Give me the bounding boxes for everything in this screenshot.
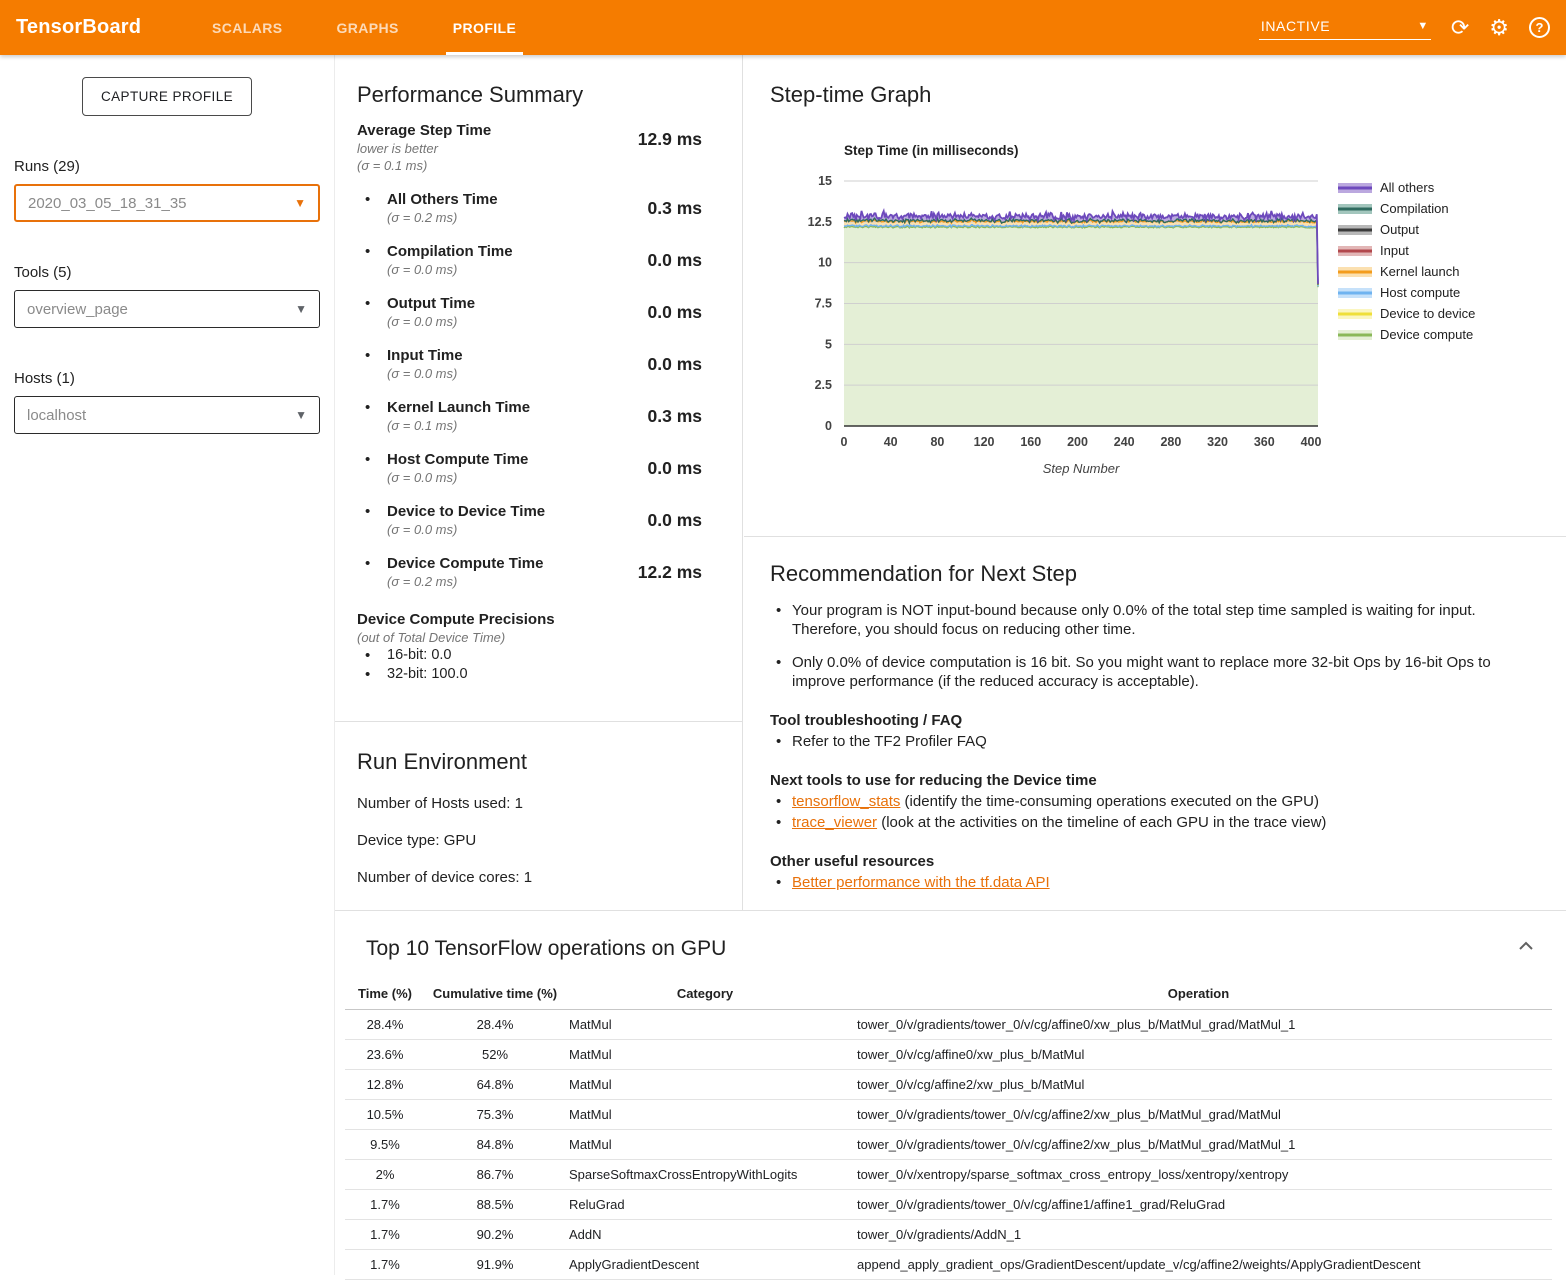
- tools-select[interactable]: [14, 290, 320, 328]
- op-category-cell: ReluGrad: [565, 1190, 845, 1220]
- recommendation-bullet: [770, 653, 1526, 691]
- tab-scalars[interactable]: SCALARS: [185, 0, 309, 55]
- recommendation-text: Your program is NOT input-bound because only 0.0% of the total step time sampled is waiting for input. Therefore, you should focus on reducing other time.: [792, 601, 1526, 639]
- svg-text:12.5: 12.5: [808, 215, 832, 229]
- step-time-graph-title: Step-time Graph: [770, 55, 1566, 108]
- help-icon[interactable]: ?: [1529, 17, 1550, 38]
- metric-row: [357, 554, 702, 590]
- recommendation-link[interactable]: Better performance with the tf.data API: [792, 874, 1050, 891]
- svg-text:280: 280: [1160, 435, 1181, 449]
- svg-text:15: 15: [818, 174, 832, 188]
- tools-select-value: overview_page: [27, 301, 128, 318]
- metric-value: 0.0 ms: [648, 250, 702, 278]
- nav-tabs: [185, 0, 543, 55]
- chevron-up-icon: [1518, 941, 1534, 951]
- col-header-operation: Operation: [845, 979, 1552, 1010]
- metric-label: All Others Time: [387, 190, 498, 209]
- metric-value: 0.3 ms: [648, 406, 702, 434]
- precision-value: 32-bit: 100.0: [387, 665, 468, 684]
- reload-mode-value: INACTIVE: [1261, 18, 1330, 34]
- bullet-icon: •: [770, 653, 792, 691]
- recommendation-link[interactable]: trace_viewer: [792, 814, 877, 831]
- bullet-icon: •: [770, 792, 792, 811]
- metric-row: [357, 398, 702, 434]
- op-cumulative-cell: 90.2%: [425, 1220, 565, 1250]
- metric-value: 0.0 ms: [648, 302, 702, 330]
- metric-label: Average Step Time: [357, 121, 491, 140]
- metric-row: [357, 346, 702, 382]
- run-environment-item: Device type: GPU: [357, 832, 702, 849]
- bullet-icon: •: [365, 242, 387, 278]
- bullet-icon: •: [770, 732, 792, 751]
- svg-text:320: 320: [1207, 435, 1228, 449]
- bullet-icon: •: [365, 450, 387, 486]
- sidebar: [0, 55, 335, 1275]
- svg-text:360: 360: [1254, 435, 1275, 449]
- svg-text:40: 40: [884, 435, 898, 449]
- metric-row: [357, 242, 702, 278]
- capture-profile-button[interactable]: CAPTURE PROFILE: [82, 77, 252, 116]
- recommendation-bullet: [770, 732, 1526, 751]
- tab-graphs[interactable]: GRAPHS: [309, 0, 425, 55]
- bullet-icon: •: [365, 646, 387, 665]
- runs-select-value: 2020_03_05_18_31_35: [28, 195, 187, 212]
- navbar-actions: [1259, 15, 1566, 40]
- op-name-cell: tower_0/v/gradients/tower_0/v/cg/affine1/affine1_grad/ReluGrad: [845, 1190, 1552, 1220]
- metric-label: Input Time: [387, 346, 463, 365]
- metric-sigma: (σ = 0.1 ms): [387, 417, 530, 434]
- table-row: [345, 1040, 1552, 1070]
- step-time-chart: [786, 139, 1566, 489]
- op-time-cell: 28.4%: [345, 1010, 425, 1040]
- svg-text:Kernel launch: Kernel launch: [1380, 264, 1460, 279]
- run-environment-item: Number of device cores: 1: [357, 869, 702, 886]
- op-time-cell: 12.8%: [345, 1070, 425, 1100]
- table-row: [345, 1100, 1552, 1130]
- svg-text:2.5: 2.5: [815, 378, 832, 392]
- gear-icon[interactable]: ⚙: [1489, 17, 1509, 39]
- op-cumulative-cell: 28.4%: [425, 1010, 565, 1040]
- op-name-cell: tower_0/v/gradients/tower_0/v/cg/affine0/xw_plus_b/MatMul_grad/MatMul_1: [845, 1010, 1552, 1040]
- top-ops-title: Top 10 TensorFlow operations on GPU: [335, 911, 1566, 961]
- recommendation-text: Refer to the TF2 Profiler FAQ: [792, 733, 987, 750]
- recommendation-subheading: Tool troubleshooting / FAQ: [770, 711, 1526, 730]
- top-ops-header: [335, 911, 1566, 961]
- recommendation-card: [744, 537, 1566, 892]
- run-environment-title: Run Environment: [357, 722, 702, 775]
- metric-note: lower is better: [357, 140, 491, 157]
- runs-select[interactable]: [14, 184, 320, 222]
- recommendation-bullet: [770, 813, 1526, 832]
- op-time-cell: 2%: [345, 1160, 425, 1190]
- metric-sigma: (σ = 0.1 ms): [357, 157, 491, 174]
- recommendation-bullet: [770, 792, 1526, 811]
- col-header-category: Category: [565, 979, 845, 1010]
- metric-list: [357, 190, 702, 590]
- bullet-icon: •: [365, 294, 387, 330]
- bullet-icon: •: [770, 873, 792, 892]
- bullet-icon: •: [365, 398, 387, 434]
- top-ops-card: [335, 910, 1566, 1280]
- table-row: [345, 1160, 1552, 1190]
- precisions-subtitle: (out of Total Device Time): [357, 629, 702, 646]
- op-cumulative-cell: 52%: [425, 1040, 565, 1070]
- table-row: [345, 1220, 1552, 1250]
- main-content: [335, 55, 1566, 1275]
- op-cumulative-cell: 88.5%: [425, 1190, 565, 1220]
- metric-row: [357, 450, 702, 486]
- col-header-cumulative: Cumulative time (%): [425, 979, 565, 1010]
- top-app-bar: [0, 0, 1566, 55]
- precision-item: [357, 646, 702, 665]
- op-time-cell: 9.5%: [345, 1130, 425, 1160]
- op-cumulative-cell: 86.7%: [425, 1160, 565, 1190]
- svg-text:240: 240: [1114, 435, 1135, 449]
- recommendation-bullet: [770, 873, 1526, 892]
- recommendation-subheading: Other useful resources: [770, 852, 1526, 871]
- metric-label: Device to Device Time: [387, 502, 545, 521]
- svg-text:Step Time (in milliseconds): Step Time (in milliseconds): [844, 143, 1019, 158]
- svg-text:0: 0: [841, 435, 848, 449]
- chevron-down-icon: ▼: [295, 408, 307, 422]
- op-category-cell: MatMul: [565, 1100, 845, 1130]
- metric-value: 12.2 ms: [638, 562, 702, 590]
- step-time-graph-card: [744, 55, 1566, 537]
- svg-text:10: 10: [818, 256, 832, 270]
- hosts-select[interactable]: [14, 396, 320, 434]
- op-cumulative-cell: 64.8%: [425, 1070, 565, 1100]
- bullet-icon: •: [770, 813, 792, 832]
- bullet-icon: •: [365, 346, 387, 382]
- op-cumulative-cell: 84.8%: [425, 1130, 565, 1160]
- chevron-down-icon: ▼: [294, 196, 306, 210]
- precisions-title: Device Compute Precisions: [357, 610, 702, 629]
- metric-value: 0.0 ms: [648, 458, 702, 486]
- op-cumulative-cell: 91.9%: [425, 1250, 565, 1280]
- metric-value: 0.0 ms: [648, 510, 702, 538]
- run-environment-card: [335, 722, 742, 886]
- summary-column: [335, 55, 743, 910]
- refresh-icon[interactable]: ⟳: [1451, 17, 1469, 39]
- bullet-icon: •: [365, 665, 387, 684]
- metric-label: Compilation Time: [387, 242, 513, 261]
- bullet-icon: •: [770, 601, 792, 639]
- metric-label: Host Compute Time: [387, 450, 528, 469]
- metric-row: [357, 190, 702, 226]
- svg-text:80: 80: [930, 435, 944, 449]
- performance-summary-card: [335, 55, 742, 722]
- recommendation-link[interactable]: tensorflow_stats: [792, 793, 900, 810]
- svg-text:400: 400: [1301, 435, 1322, 449]
- recommendation-title: Recommendation for Next Step: [770, 537, 1526, 587]
- performance-summary-title: Performance Summary: [357, 55, 702, 108]
- graph-column: [744, 55, 1566, 910]
- metric-row: [357, 294, 702, 330]
- recommendation-text: (look at the activities on the timeline of each GPU in the trace view): [877, 814, 1326, 831]
- svg-text:All others: All others: [1380, 180, 1435, 195]
- col-header-time: Time (%): [345, 979, 425, 1010]
- metric-row: [357, 502, 702, 538]
- op-name-cell: tower_0/v/cg/affine0/xw_plus_b/MatMul: [845, 1040, 1552, 1070]
- recommendation-text: Only 0.0% of device computation is 16 bit. So you might want to replace more 32-bit Ops by 16-bit Ops to improve performance (if the reduced accuracy is acceptable).: [792, 653, 1526, 691]
- metric-label: Device Compute Time: [387, 554, 543, 573]
- run-environment-item: Number of Hosts used: 1: [357, 795, 702, 812]
- op-time-cell: 1.7%: [345, 1190, 425, 1220]
- svg-text:Compilation: Compilation: [1380, 201, 1449, 216]
- op-time-cell: 10.5%: [345, 1100, 425, 1130]
- metric-sigma: (σ = 0.2 ms): [387, 209, 498, 226]
- op-cumulative-cell: 75.3%: [425, 1100, 565, 1130]
- svg-text:120: 120: [974, 435, 995, 449]
- svg-text:5: 5: [825, 337, 832, 351]
- svg-text:Input: Input: [1380, 243, 1409, 258]
- tab-profile[interactable]: PROFILE: [426, 0, 543, 55]
- op-category-cell: ApplyGradientDescent: [565, 1250, 845, 1280]
- op-time-cell: 23.6%: [345, 1040, 425, 1070]
- op-name-cell: tower_0/v/gradients/AddN_1: [845, 1220, 1552, 1250]
- metric-value: 0.3 ms: [648, 198, 702, 226]
- metric-label: Output Time: [387, 294, 475, 313]
- table-row: [345, 1190, 1552, 1220]
- table-row: [345, 1250, 1552, 1280]
- hosts-select-value: localhost: [27, 407, 86, 424]
- recommendation-text: (identify the time-consuming operations executed on the GPU): [900, 793, 1319, 810]
- table-row: [345, 1070, 1552, 1100]
- top-ops-table: [345, 979, 1552, 1280]
- svg-text:Device compute: Device compute: [1380, 327, 1473, 342]
- app-title: TensorBoard: [0, 16, 185, 39]
- metric-label: Kernel Launch Time: [387, 398, 530, 417]
- op-time-cell: 1.7%: [345, 1220, 425, 1250]
- op-category-cell: MatMul: [565, 1040, 845, 1070]
- op-category-cell: MatMul: [565, 1010, 845, 1040]
- svg-text:Host compute: Host compute: [1380, 285, 1460, 300]
- recommendation-bullet: [770, 601, 1526, 639]
- svg-text:Step Number: Step Number: [1043, 461, 1120, 476]
- svg-text:7.5: 7.5: [815, 297, 832, 311]
- metric-sigma: (σ = 0.0 ms): [387, 313, 475, 330]
- op-category-cell: MatMul: [565, 1070, 845, 1100]
- chevron-down-icon: ▼: [295, 302, 307, 316]
- hosts-label: Hosts (1): [14, 370, 320, 387]
- average-step-time-row: [357, 121, 702, 174]
- recommendation-sections: [770, 711, 1526, 892]
- svg-text:Device to device: Device to device: [1380, 306, 1475, 321]
- metric-sigma: (σ = 0.0 ms): [387, 521, 545, 538]
- reload-mode-select[interactable]: [1259, 15, 1431, 40]
- runs-label: Runs (29): [14, 158, 320, 175]
- svg-text:160: 160: [1020, 435, 1041, 449]
- op-name-cell: tower_0/v/xentropy/sparse_softmax_cross_entropy_loss/xentropy/xentropy: [845, 1160, 1552, 1190]
- op-category-cell: SparseSoftmaxCrossEntropyWithLogits: [565, 1160, 845, 1190]
- precision-value: 16-bit: 0.0: [387, 646, 452, 665]
- op-name-cell: tower_0/v/cg/affine2/xw_plus_b/MatMul: [845, 1070, 1552, 1100]
- tools-label: Tools (5): [14, 264, 320, 281]
- svg-text:Output: Output: [1380, 222, 1419, 237]
- op-name-cell: tower_0/v/gradients/tower_0/v/cg/affine2/xw_plus_b/MatMul_grad/MatMul_1: [845, 1130, 1552, 1160]
- svg-text:0: 0: [825, 419, 832, 433]
- svg-text:200: 200: [1067, 435, 1088, 449]
- precision-item: [357, 665, 702, 684]
- table-row: [345, 1130, 1552, 1160]
- table-row: [345, 1010, 1552, 1040]
- op-name-cell: tower_0/v/gradients/tower_0/v/cg/affine2/xw_plus_b/MatMul_grad/MatMul: [845, 1100, 1552, 1130]
- bullet-icon: •: [365, 554, 387, 590]
- metric-value: 0.0 ms: [648, 354, 702, 382]
- op-category-cell: AddN: [565, 1220, 845, 1250]
- collapse-button[interactable]: [1518, 939, 1534, 954]
- metric-sigma: (σ = 0.0 ms): [387, 365, 463, 382]
- metric-sigma: (σ = 0.2 ms): [387, 573, 543, 590]
- bullet-icon: •: [365, 190, 387, 226]
- metric-sigma: (σ = 0.0 ms): [387, 469, 528, 486]
- metric-sigma: (σ = 0.0 ms): [387, 261, 513, 278]
- recommendation-subheading: Next tools to use for reducing the Device time: [770, 771, 1526, 790]
- metric-value: 12.9 ms: [638, 129, 702, 174]
- chevron-down-icon: ▼: [1417, 20, 1429, 32]
- op-category-cell: MatMul: [565, 1130, 845, 1160]
- op-time-cell: 1.7%: [345, 1250, 425, 1280]
- op-name-cell: append_apply_gradient_ops/GradientDescent/update_v/cg/affine2/weights/ApplyGradientDescent: [845, 1250, 1552, 1280]
- bullet-icon: •: [365, 502, 387, 538]
